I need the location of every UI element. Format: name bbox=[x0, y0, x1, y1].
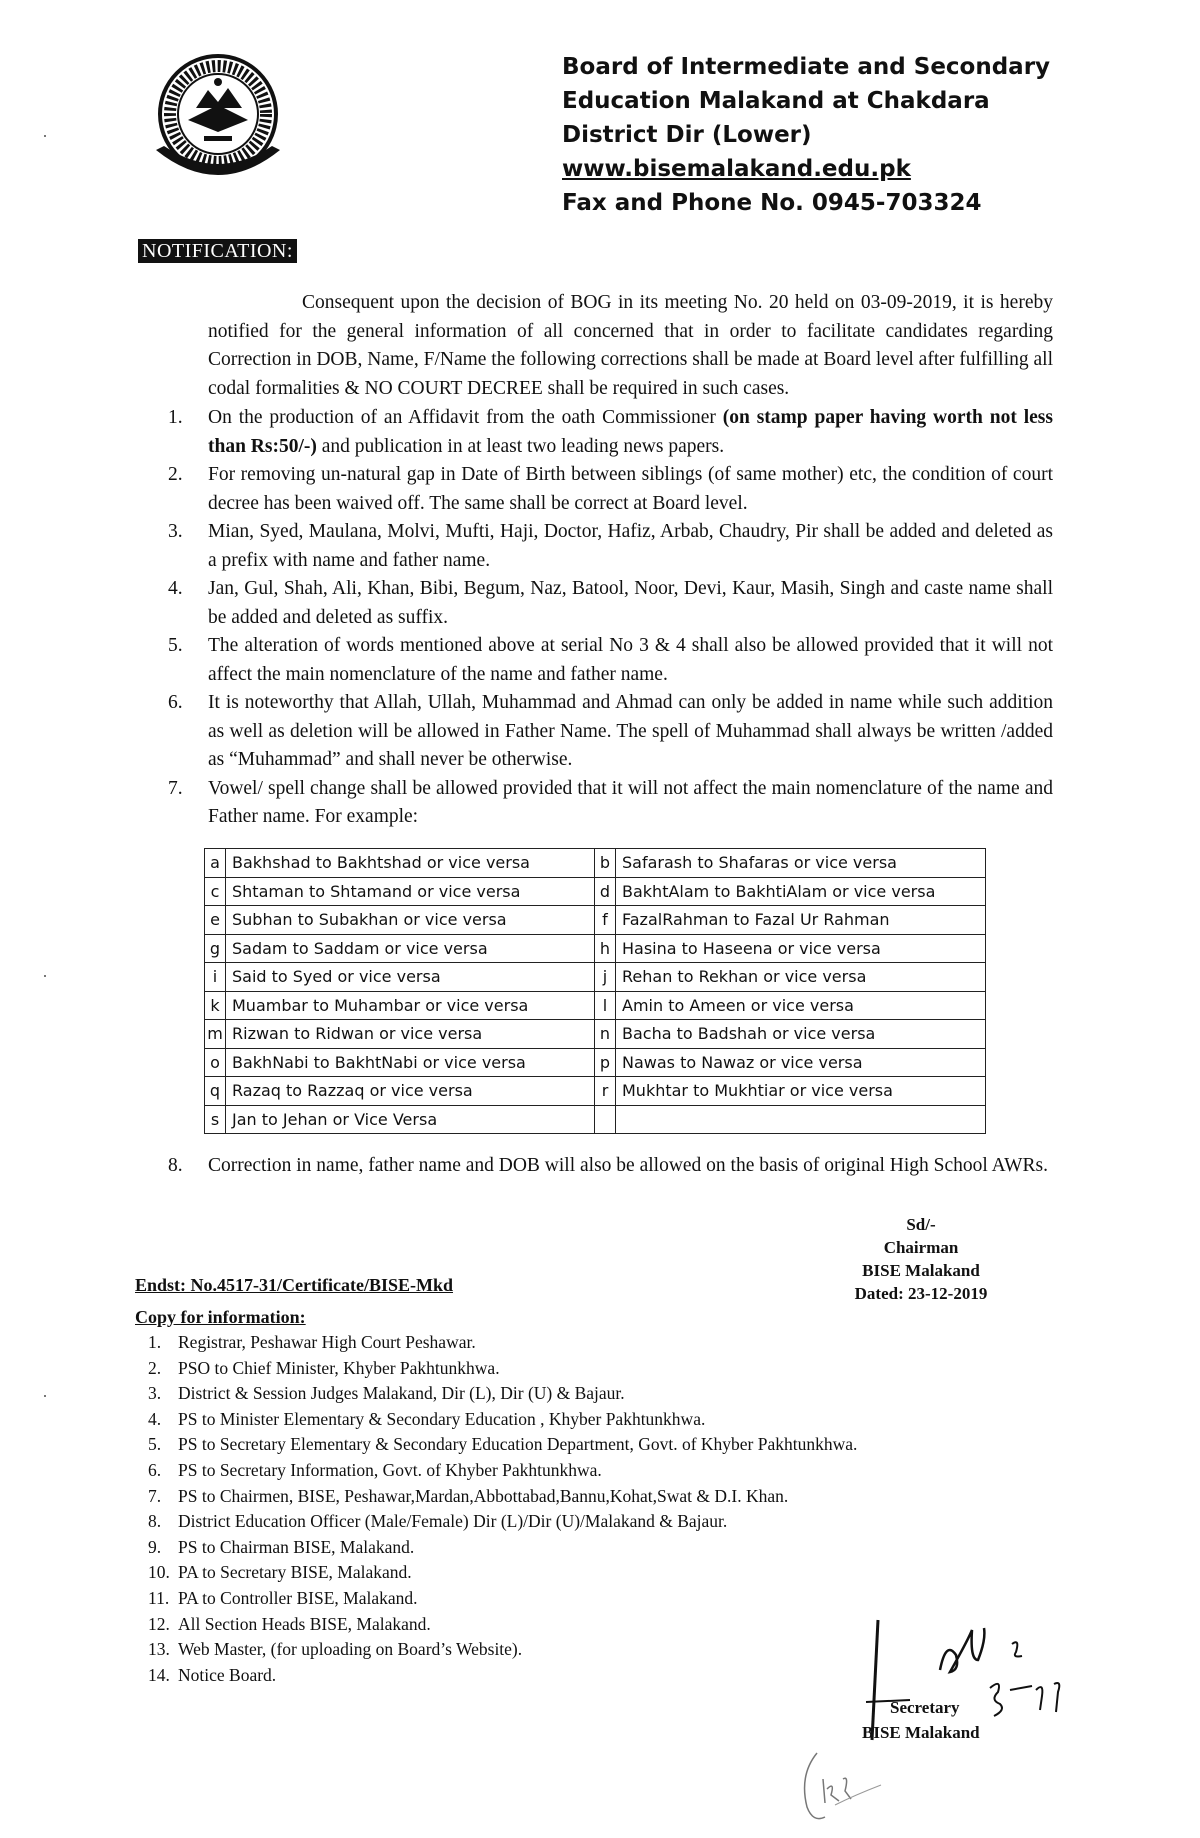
point-number: 4. bbox=[168, 578, 183, 599]
table-cell-text: Bakhshad to Bakhtshad or vice versa bbox=[226, 849, 595, 878]
initials-mark bbox=[795, 1745, 885, 1825]
chairman-signature-block bbox=[846, 1213, 996, 1305]
list-text: PS to Secretary Information, Govt. of Khyber Pakhtunkhwa. bbox=[178, 1459, 602, 1480]
points-list bbox=[168, 404, 1053, 832]
list-text: Registrar, Peshawar High Court Peshawar. bbox=[178, 1332, 476, 1352]
list-number: 2. bbox=[148, 1357, 162, 1378]
list-text: PS to Secretary Elementary & Secondary Education Department, Govt. of Khyber Pakhtunkhwa. bbox=[178, 1434, 858, 1455]
list-item bbox=[148, 1407, 857, 1433]
point-number: 2. bbox=[168, 464, 183, 485]
point-text bbox=[208, 404, 1053, 461]
list-item bbox=[148, 1663, 857, 1689]
list-text: Web Master, (for uploading on Board’s Website). bbox=[178, 1639, 523, 1660]
list-number: 6. bbox=[148, 1459, 162, 1480]
table-row bbox=[205, 906, 986, 935]
table-row bbox=[205, 963, 986, 992]
chairman-org: BISE Malakand bbox=[862, 1261, 980, 1280]
point-number: 1. bbox=[168, 407, 183, 428]
point-item-8 bbox=[168, 1152, 1053, 1181]
scan-speck bbox=[44, 135, 46, 137]
table-cell-letter: e bbox=[205, 906, 226, 935]
table-cell-text: BakhNabi to BakhtNabi or vice versa bbox=[226, 1048, 595, 1077]
list-item bbox=[148, 1484, 857, 1510]
point-text: The alteration of words mentioned above at serial No 3 & 4 shall also be allowed provided that it will not affect the main nomenclature of the name and father name. bbox=[208, 635, 1053, 685]
table-row bbox=[205, 991, 986, 1020]
point-text-part: On the production of an Affidavit from the oath Commissioner bbox=[208, 407, 723, 428]
list-number: 7. bbox=[148, 1485, 162, 1506]
table-row bbox=[205, 934, 986, 963]
table-cell-text: Amin to Ameen or vice versa bbox=[616, 991, 986, 1020]
copy-list bbox=[148, 1330, 857, 1688]
table-cell-letter: k bbox=[205, 991, 226, 1020]
scan-speck bbox=[44, 1395, 46, 1397]
examples-table bbox=[204, 848, 986, 1134]
table-cell-letter: q bbox=[205, 1077, 226, 1106]
table-cell-letter: f bbox=[595, 906, 616, 935]
table-cell-text: Rizwan to Ridwan or vice versa bbox=[226, 1020, 595, 1049]
list-item bbox=[148, 1509, 857, 1535]
point-text: Vowel/ spell change shall be allowed provided that it will not affect the main nomenclature of the name and Father name. For example: bbox=[208, 777, 1053, 827]
secretary-org: BISE Malakand bbox=[862, 1723, 980, 1742]
point-number: 3. bbox=[168, 521, 183, 542]
table-cell-text: Rehan to Rekhan or vice versa bbox=[616, 963, 986, 992]
point-item bbox=[168, 775, 1053, 832]
table-cell-letter: d bbox=[595, 877, 616, 906]
table-cell-letter: m bbox=[205, 1020, 226, 1049]
table-cell-letter: i bbox=[205, 963, 226, 992]
point-text: Jan, Gul, Shah, Ali, Khan, Bibi, Begum, Naz, Batool, Noor, Devi, Kaur, Masih, Singh and caste name shall be added and deleted as suffix. bbox=[208, 578, 1053, 628]
table-cell-letter: p bbox=[595, 1048, 616, 1077]
sd-label: Sd/- bbox=[906, 1215, 936, 1234]
list-text: PS to Minister Elementary & Secondary Education , Khyber Pakhtunkhwa. bbox=[178, 1408, 706, 1429]
table-row bbox=[205, 1105, 986, 1134]
header-line-3: District Dir (Lower) bbox=[562, 122, 812, 148]
list-item bbox=[148, 1637, 857, 1663]
header-line-1: Board of Intermediate and Secondary bbox=[562, 54, 1051, 80]
list-text: All Section Heads BISE, Malakand. bbox=[178, 1613, 431, 1634]
point-number: 5. bbox=[168, 635, 183, 656]
list-item bbox=[148, 1432, 857, 1458]
table-cell-letter bbox=[595, 1105, 616, 1134]
table-cell-text: Safarash to Shafaras or vice versa bbox=[616, 849, 986, 878]
point-text: Correction in name, father name and DOB will also be allowed on the basis of original High School AWRs. bbox=[208, 1155, 1049, 1176]
table-cell-text: Said to Syed or vice versa bbox=[226, 963, 595, 992]
table-cell-text: Subhan to Subakhan or vice versa bbox=[226, 906, 595, 935]
list-text: District & Session Judges Malakand, Dir (L), Dir (U) & Bajaur. bbox=[178, 1383, 625, 1404]
point-text: Mian, Syed, Maulana, Molvi, Mufti, Haji, Doctor, Hafiz, Arbab, Chaudry, Pir shall be added and deleted as a prefix with name and father name. bbox=[208, 521, 1053, 571]
table-row bbox=[205, 1020, 986, 1049]
table-cell-letter: s bbox=[205, 1105, 226, 1134]
list-number: 8. bbox=[148, 1511, 162, 1532]
table-cell-letter: b bbox=[595, 849, 616, 878]
point-item bbox=[168, 632, 1053, 689]
table-cell-text bbox=[616, 1105, 986, 1134]
list-number: 9. bbox=[148, 1536, 162, 1557]
table-row bbox=[205, 1048, 986, 1077]
list-number: 10. bbox=[148, 1562, 170, 1583]
board-header bbox=[562, 50, 1050, 220]
table-cell-letter: j bbox=[595, 963, 616, 992]
list-item bbox=[148, 1381, 857, 1407]
header-line-2: Education Malakand at Chakdara bbox=[562, 88, 990, 114]
list-number: 1. bbox=[148, 1332, 162, 1352]
table-cell-letter: c bbox=[205, 877, 226, 906]
list-number: 13. bbox=[148, 1639, 170, 1660]
point-number: 6. bbox=[168, 692, 183, 713]
table-cell-letter: h bbox=[595, 934, 616, 963]
endorsement-number: Endst: No.4517-31/Certificate/BISE-Mkd bbox=[135, 1275, 453, 1295]
list-number: 3. bbox=[148, 1383, 162, 1404]
table-cell-letter: l bbox=[595, 991, 616, 1020]
contact-line: Fax and Phone No. 0945-703324 bbox=[562, 190, 982, 216]
table-cell-text: Jan to Jehan or Vice Versa bbox=[226, 1105, 595, 1134]
table-cell-text: BakhtAlam to BakhtiAlam or vice versa bbox=[616, 877, 986, 906]
table-cell-text: Mukhtar to Mukhtiar or vice versa bbox=[616, 1077, 986, 1106]
point-text: For removing un-natural gap in Date of Birth between siblings (of same mother) etc, the condition of court decree has been waived off. The same shall be correct at Board level. bbox=[208, 464, 1053, 514]
table-cell-text: Razaq to Razzaq or vice versa bbox=[226, 1077, 595, 1106]
table-cell-letter: n bbox=[595, 1020, 616, 1049]
dated-label: Dated: 23-12-2019 bbox=[854, 1284, 988, 1303]
point-item bbox=[168, 518, 1053, 575]
table-cell-letter: a bbox=[205, 849, 226, 878]
copy-heading: Copy for information: bbox=[135, 1307, 306, 1327]
list-item bbox=[148, 1560, 857, 1586]
list-text: PA to Secretary BISE, Malakand. bbox=[178, 1562, 412, 1583]
scan-speck bbox=[44, 975, 46, 977]
list-item bbox=[148, 1356, 857, 1382]
list-text: PA to Controller BISE, Malakand. bbox=[178, 1587, 418, 1608]
table-cell-text: Nawas to Nawaz or vice versa bbox=[616, 1048, 986, 1077]
list-number: 11. bbox=[148, 1587, 170, 1608]
table-cell-text: Hasina to Haseena or vice versa bbox=[616, 934, 986, 963]
point-number: 8. bbox=[168, 1155, 183, 1176]
board-logo bbox=[148, 50, 288, 190]
notification-label: NOTIFICATION: bbox=[138, 239, 297, 263]
point-item bbox=[168, 461, 1053, 518]
point-item bbox=[168, 689, 1053, 775]
list-number: 5. bbox=[148, 1434, 162, 1455]
point-text-part: and publication in at least two leading news papers. bbox=[316, 435, 725, 457]
list-item bbox=[148, 1586, 857, 1612]
table-row bbox=[205, 877, 986, 906]
point-item bbox=[168, 404, 1053, 461]
table-cell-letter: r bbox=[595, 1077, 616, 1106]
website-link[interactable]: www.bisemalakand.edu.pk bbox=[562, 156, 911, 182]
list-item bbox=[148, 1330, 857, 1356]
list-number: 14. bbox=[148, 1664, 170, 1685]
table-cell-letter: g bbox=[205, 934, 226, 963]
point-item bbox=[168, 1152, 1053, 1181]
table-row bbox=[205, 1077, 986, 1106]
table-cell-text: Bacha to Badshah or vice versa bbox=[616, 1020, 986, 1049]
table-cell-text: FazalRahman to Fazal Ur Rahman bbox=[616, 906, 986, 935]
list-item bbox=[148, 1458, 857, 1484]
chairman-title: Chairman bbox=[883, 1238, 959, 1257]
intro-text: Consequent upon the decision of BOG in its meeting No. 20 held on 03-09-2019, it is hereby notified for the general information of all concerned that in order to facilitate candidates regarding Correction in DOB, Name, F/Name the following corrections shall be made at Board level after fulfilling all codal formalities & NO COURT DECREE shall be required in such cases. bbox=[208, 292, 1053, 399]
table-cell-text: Sadam to Saddam or vice versa bbox=[226, 934, 595, 963]
list-text: PS to Chairmen, BISE, Peshawar,Mardan,Abbottabad,Bannu,Kohat,Swat & D.I. Khan. bbox=[178, 1485, 789, 1506]
table-cell-letter: o bbox=[205, 1048, 226, 1077]
list-item bbox=[148, 1612, 857, 1638]
list-number: 12. bbox=[148, 1613, 170, 1634]
list-text: PS to Chairman BISE, Malakand. bbox=[178, 1536, 415, 1557]
list-number: 4. bbox=[148, 1408, 162, 1429]
list-text: Notice Board. bbox=[178, 1664, 277, 1685]
point-text-bold: (on stamp paper having worth not less than Rs:50/-) bbox=[208, 407, 1053, 457]
list-text: District Education Officer (Male/Female) Dir (L)/Dir (U)/Malakand & Bajaur. bbox=[178, 1511, 728, 1532]
table-cell-text: Muambar to Muhambar or vice versa bbox=[226, 991, 595, 1020]
table-row bbox=[205, 849, 986, 878]
point-item bbox=[168, 575, 1053, 632]
intro-paragraph bbox=[208, 289, 1053, 403]
point-text: It is noteworthy that Allah, Ullah, Muhammad and Ahmad can only be added in name while such addition as well as deletion will be allowed in Father Name. The spell of Muhammad shall always be written /added as “Muhammad” and shall never be otherwise. bbox=[208, 692, 1053, 770]
point-number: 7. bbox=[168, 777, 183, 799]
list-item bbox=[148, 1535, 857, 1561]
secretary-title: Secretary bbox=[890, 1698, 960, 1717]
list-text: PSO to Chief Minister, Khyber Pakhtunkhwa. bbox=[178, 1357, 500, 1378]
secretary-signature-block bbox=[860, 1600, 980, 1745]
table-cell-text: Shtaman to Shtamand or vice versa bbox=[226, 877, 595, 906]
